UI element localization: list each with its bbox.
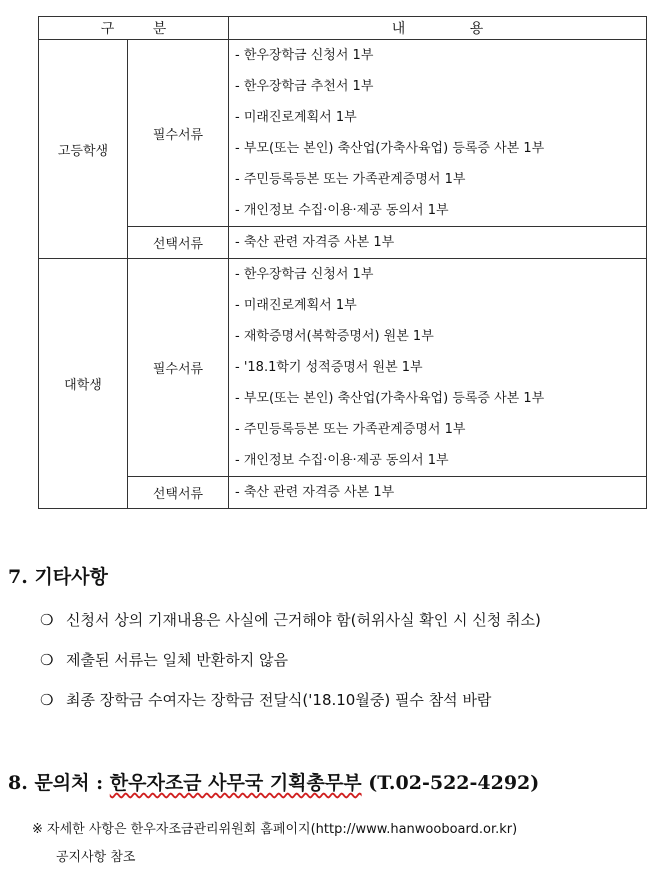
- table-row: [39, 227, 647, 259]
- list-item: - '18.1학기 성적증명서 원본 1부: [235, 360, 423, 375]
- list-item: - 부모(또는 본인) 축산업(가축사육업) 등록증 사본 1부: [235, 391, 545, 406]
- list-item: - 미래진로계획서 1부: [235, 110, 357, 125]
- bullet-text: 제출된 서류는 일체 반환하지 않음: [66, 651, 288, 669]
- document-list: [229, 40, 647, 227]
- circle-bullet-icon: ❍: [40, 611, 54, 629]
- category-university: 대학생: [39, 259, 128, 509]
- list-item: - 한우장학금 신청서 1부: [235, 48, 374, 63]
- list-item: - 부모(또는 본인) 축산업(가축사육업) 등록증 사본 1부: [235, 141, 545, 156]
- contact-department: 한우자조금 사무국 기획총무부: [109, 772, 362, 794]
- contact-phone: (T.02-522-4292): [361, 772, 540, 794]
- document-list: [229, 227, 647, 259]
- group-label-optional: 선택서류: [128, 227, 229, 259]
- note-text-line1: 자세한 사항은 한우자조금관리위원회 홈페이지(http://www.hanwooboard.or.kr): [47, 822, 518, 837]
- list-item: - 축산 관련 자격증 사본 1부: [235, 485, 395, 500]
- document-list: [229, 259, 647, 477]
- list-item: [40, 609, 541, 630]
- table-row: [39, 259, 647, 477]
- list-item: - 개인정보 수집·이용·제공 동의서 1부: [235, 203, 449, 218]
- table-row: [39, 477, 647, 509]
- list-item: - 한우장학금 추천서 1부: [235, 79, 374, 94]
- group-label-required: 필수서류: [128, 259, 229, 477]
- category-highschool: 고등학생: [39, 40, 128, 259]
- list-item: - 한우장학금 신청서 1부: [235, 267, 374, 282]
- list-item: [40, 689, 491, 710]
- list-item: [40, 649, 288, 670]
- list-item: - 미래진로계획서 1부: [235, 298, 357, 313]
- bullet-text: 최종 장학금 수여자는 장학금 전달식('18.10월중) 필수 참석 바람: [66, 691, 492, 709]
- list-item: - 주민등록등본 또는 가족관계증명서 1부: [235, 172, 466, 187]
- group-label-required: 필수서류: [128, 40, 229, 227]
- note-text-line2: 공지사항 참조: [56, 850, 136, 865]
- table-header-row: [39, 17, 647, 40]
- circle-bullet-icon: ❍: [40, 691, 54, 709]
- list-item: - 축산 관련 자격증 사본 1부: [235, 235, 395, 250]
- group-label-optional: 선택서류: [128, 477, 229, 509]
- bullet-text: 신청서 상의 기재내용은 사실에 근거해야 함(허위사실 확인 시 신청 취소): [66, 611, 541, 629]
- note-mark-icon: ※: [32, 822, 43, 837]
- reference-note: [32, 818, 517, 837]
- document-list: [229, 477, 647, 509]
- list-item: - 개인정보 수집·이용·제공 동의서 1부: [235, 453, 449, 468]
- circle-bullet-icon: ❍: [40, 651, 54, 669]
- required-documents-table: [38, 16, 647, 509]
- section-7-title: 7. 기타사항: [8, 566, 108, 588]
- header-content: 내 용: [229, 17, 647, 40]
- list-item: - 재학증명서(복학증명서) 원본 1부: [235, 329, 434, 344]
- list-item: - 주민등록등본 또는 가족관계증명서 1부: [235, 422, 466, 437]
- table-row: [39, 40, 647, 227]
- section-8-prefix: 8. 문의처 :: [8, 772, 110, 794]
- section-8-title: [8, 768, 539, 795]
- header-category: 구 분: [39, 17, 229, 40]
